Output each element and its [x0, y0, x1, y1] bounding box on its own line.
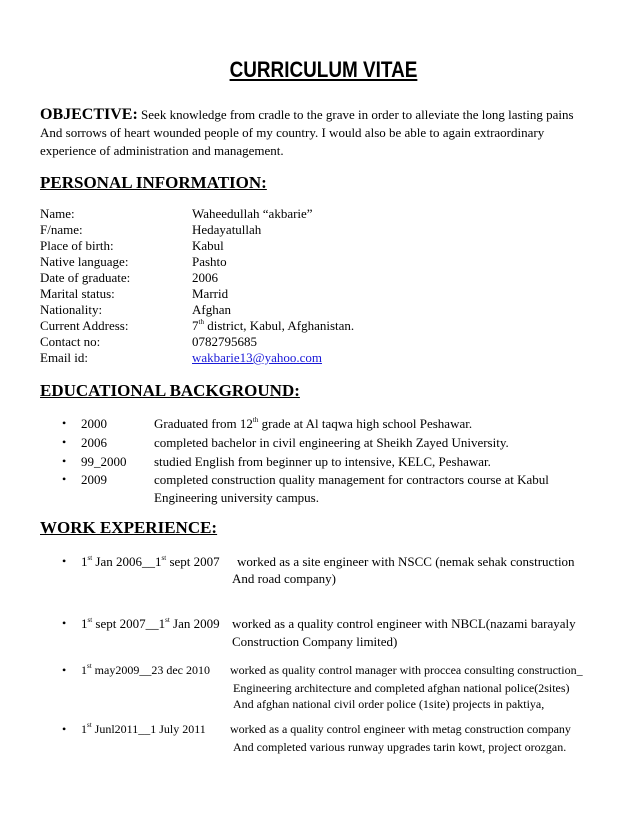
nationality-value: Afghan — [192, 302, 231, 317]
work-date-sup: st — [87, 721, 92, 729]
objective-line-1: Seek knowledge from cradle to the grave in order to alleviate the long lasting pains — [141, 107, 574, 122]
pob-label: Place of birth: — [40, 238, 114, 253]
education-text: completed bachelor in civil engineering at Sheikh Zayed University. — [154, 435, 509, 450]
email-link[interactable]: wakbarie13@yahoo.com — [192, 350, 323, 365]
nationality-label: Nationality: — [40, 302, 103, 317]
education-text: studied English from beginner up to intensive, KELC, Peshawar. — [154, 454, 491, 469]
education-text-pre: Graduated from 12 — [154, 416, 253, 431]
page-title: CURRICULUM VITAE — [229, 57, 418, 82]
work-date-part: 1 — [81, 616, 88, 631]
language-value: Pashto — [192, 254, 227, 269]
work-date-sup: st — [87, 553, 93, 562]
education-text-line-2: Engineering university campus. — [154, 490, 319, 505]
work-description-line-2: And completed various runway upgrades tarin kowt, project orozgan. — [233, 740, 567, 754]
work-date-sup: st — [165, 615, 170, 624]
education-text: completed construction quality management for contractors course at Kabul — [154, 472, 549, 487]
fname-label: F/name: — [40, 222, 83, 237]
work-date-part: may2009__23 dec 2010 — [91, 663, 210, 677]
objective-label: OBJECTIVE: — [40, 106, 138, 123]
name-value: Waheedullah “akbarie” — [192, 206, 313, 221]
education-heading: EDUCATIONAL BACKGROUND: — [40, 381, 300, 400]
name-label: Name: — [40, 206, 75, 221]
work-heading: WORK EXPERIENCE: — [40, 518, 218, 537]
language-label: Native language: — [40, 254, 129, 269]
objective-line-3: experience of administration and management. — [40, 143, 284, 158]
work-description-line-2: And road company) — [232, 571, 336, 586]
address-number: 7 — [192, 318, 199, 333]
work-description-line-3: And afghan national civil order police (1site) projects in paktiya, — [233, 697, 545, 711]
bullet-icon: • — [62, 722, 67, 736]
work-description-line-2: Engineering architecture and completed afghan national police(2sites) — [233, 681, 570, 695]
graduate-value: 2006 — [192, 270, 218, 285]
education-year: 99_2000 — [81, 454, 127, 469]
education-year: 2006 — [81, 435, 107, 450]
work-dates — [81, 661, 210, 680]
bullet-icon: • — [62, 472, 67, 486]
objective-line-2: And sorrows of heart wounded people of my country. I would also be able to again extraordinary — [40, 125, 545, 140]
bullet-icon: • — [62, 663, 67, 677]
work-date-sup: st — [87, 662, 92, 670]
contact-value: 0782795685 — [192, 334, 257, 349]
work-description: worked as quality control manager with proccea consulting construction_ — [230, 663, 583, 677]
education-text-sup: th — [252, 415, 259, 424]
bullet-icon: • — [62, 616, 67, 630]
work-dates — [81, 614, 220, 633]
work-date-part: 1 — [81, 554, 88, 569]
pob-value: Kabul — [192, 238, 224, 253]
work-date-sup: st — [161, 553, 167, 562]
work-dates — [81, 552, 220, 571]
bullet-icon: • — [62, 554, 67, 568]
education-text-post: grade at Al taqwa high school Peshawar. — [258, 416, 473, 431]
work-date-part: Jan 2006__1 — [92, 554, 162, 569]
bullet-icon: • — [62, 454, 67, 468]
address-label: Current Address: — [40, 318, 129, 333]
work-date-part: sept 2007 — [166, 554, 220, 569]
personal-heading: PERSONAL INFORMATION: — [40, 173, 267, 192]
marital-value: Marrid — [192, 286, 229, 301]
marital-label: Marital status: — [40, 286, 115, 301]
work-dates — [81, 720, 206, 739]
objective-section — [40, 106, 610, 160]
work-date-part: 1 — [81, 722, 87, 736]
address-rest: district, Kabul, Afghanistan. — [203, 318, 355, 333]
address-value — [192, 318, 354, 334]
work-date-part: Jan 2009 — [169, 616, 220, 631]
address-suffix: th — [198, 317, 204, 326]
bullet-icon: • — [62, 416, 67, 430]
education-text — [154, 415, 472, 432]
work-date-sup: st — [87, 615, 93, 624]
contact-label: Contact no: — [40, 334, 101, 349]
work-date-part: 1 — [81, 663, 87, 677]
work-date-part: sept 2007__1 — [92, 616, 166, 631]
work-description: worked as a site engineer with NSCC (nemak sehak construction — [237, 554, 575, 569]
work-description-line-2: Construction Company limited) — [232, 634, 398, 649]
education-year: 2000 — [81, 416, 107, 431]
work-date-part: Junl2011__1 July 2011 — [91, 722, 206, 736]
email-label: Email id: — [40, 350, 89, 365]
fname-value: Hedayatullah — [192, 222, 262, 237]
education-year: 2009 — [81, 472, 107, 487]
work-description: worked as a quality control engineer with NBCL(nazami barayaly — [232, 616, 576, 631]
graduate-label: Date of graduate: — [40, 270, 131, 285]
bullet-icon: • — [62, 435, 67, 449]
work-description: worked as a quality control engineer with metag construction company — [230, 722, 571, 736]
